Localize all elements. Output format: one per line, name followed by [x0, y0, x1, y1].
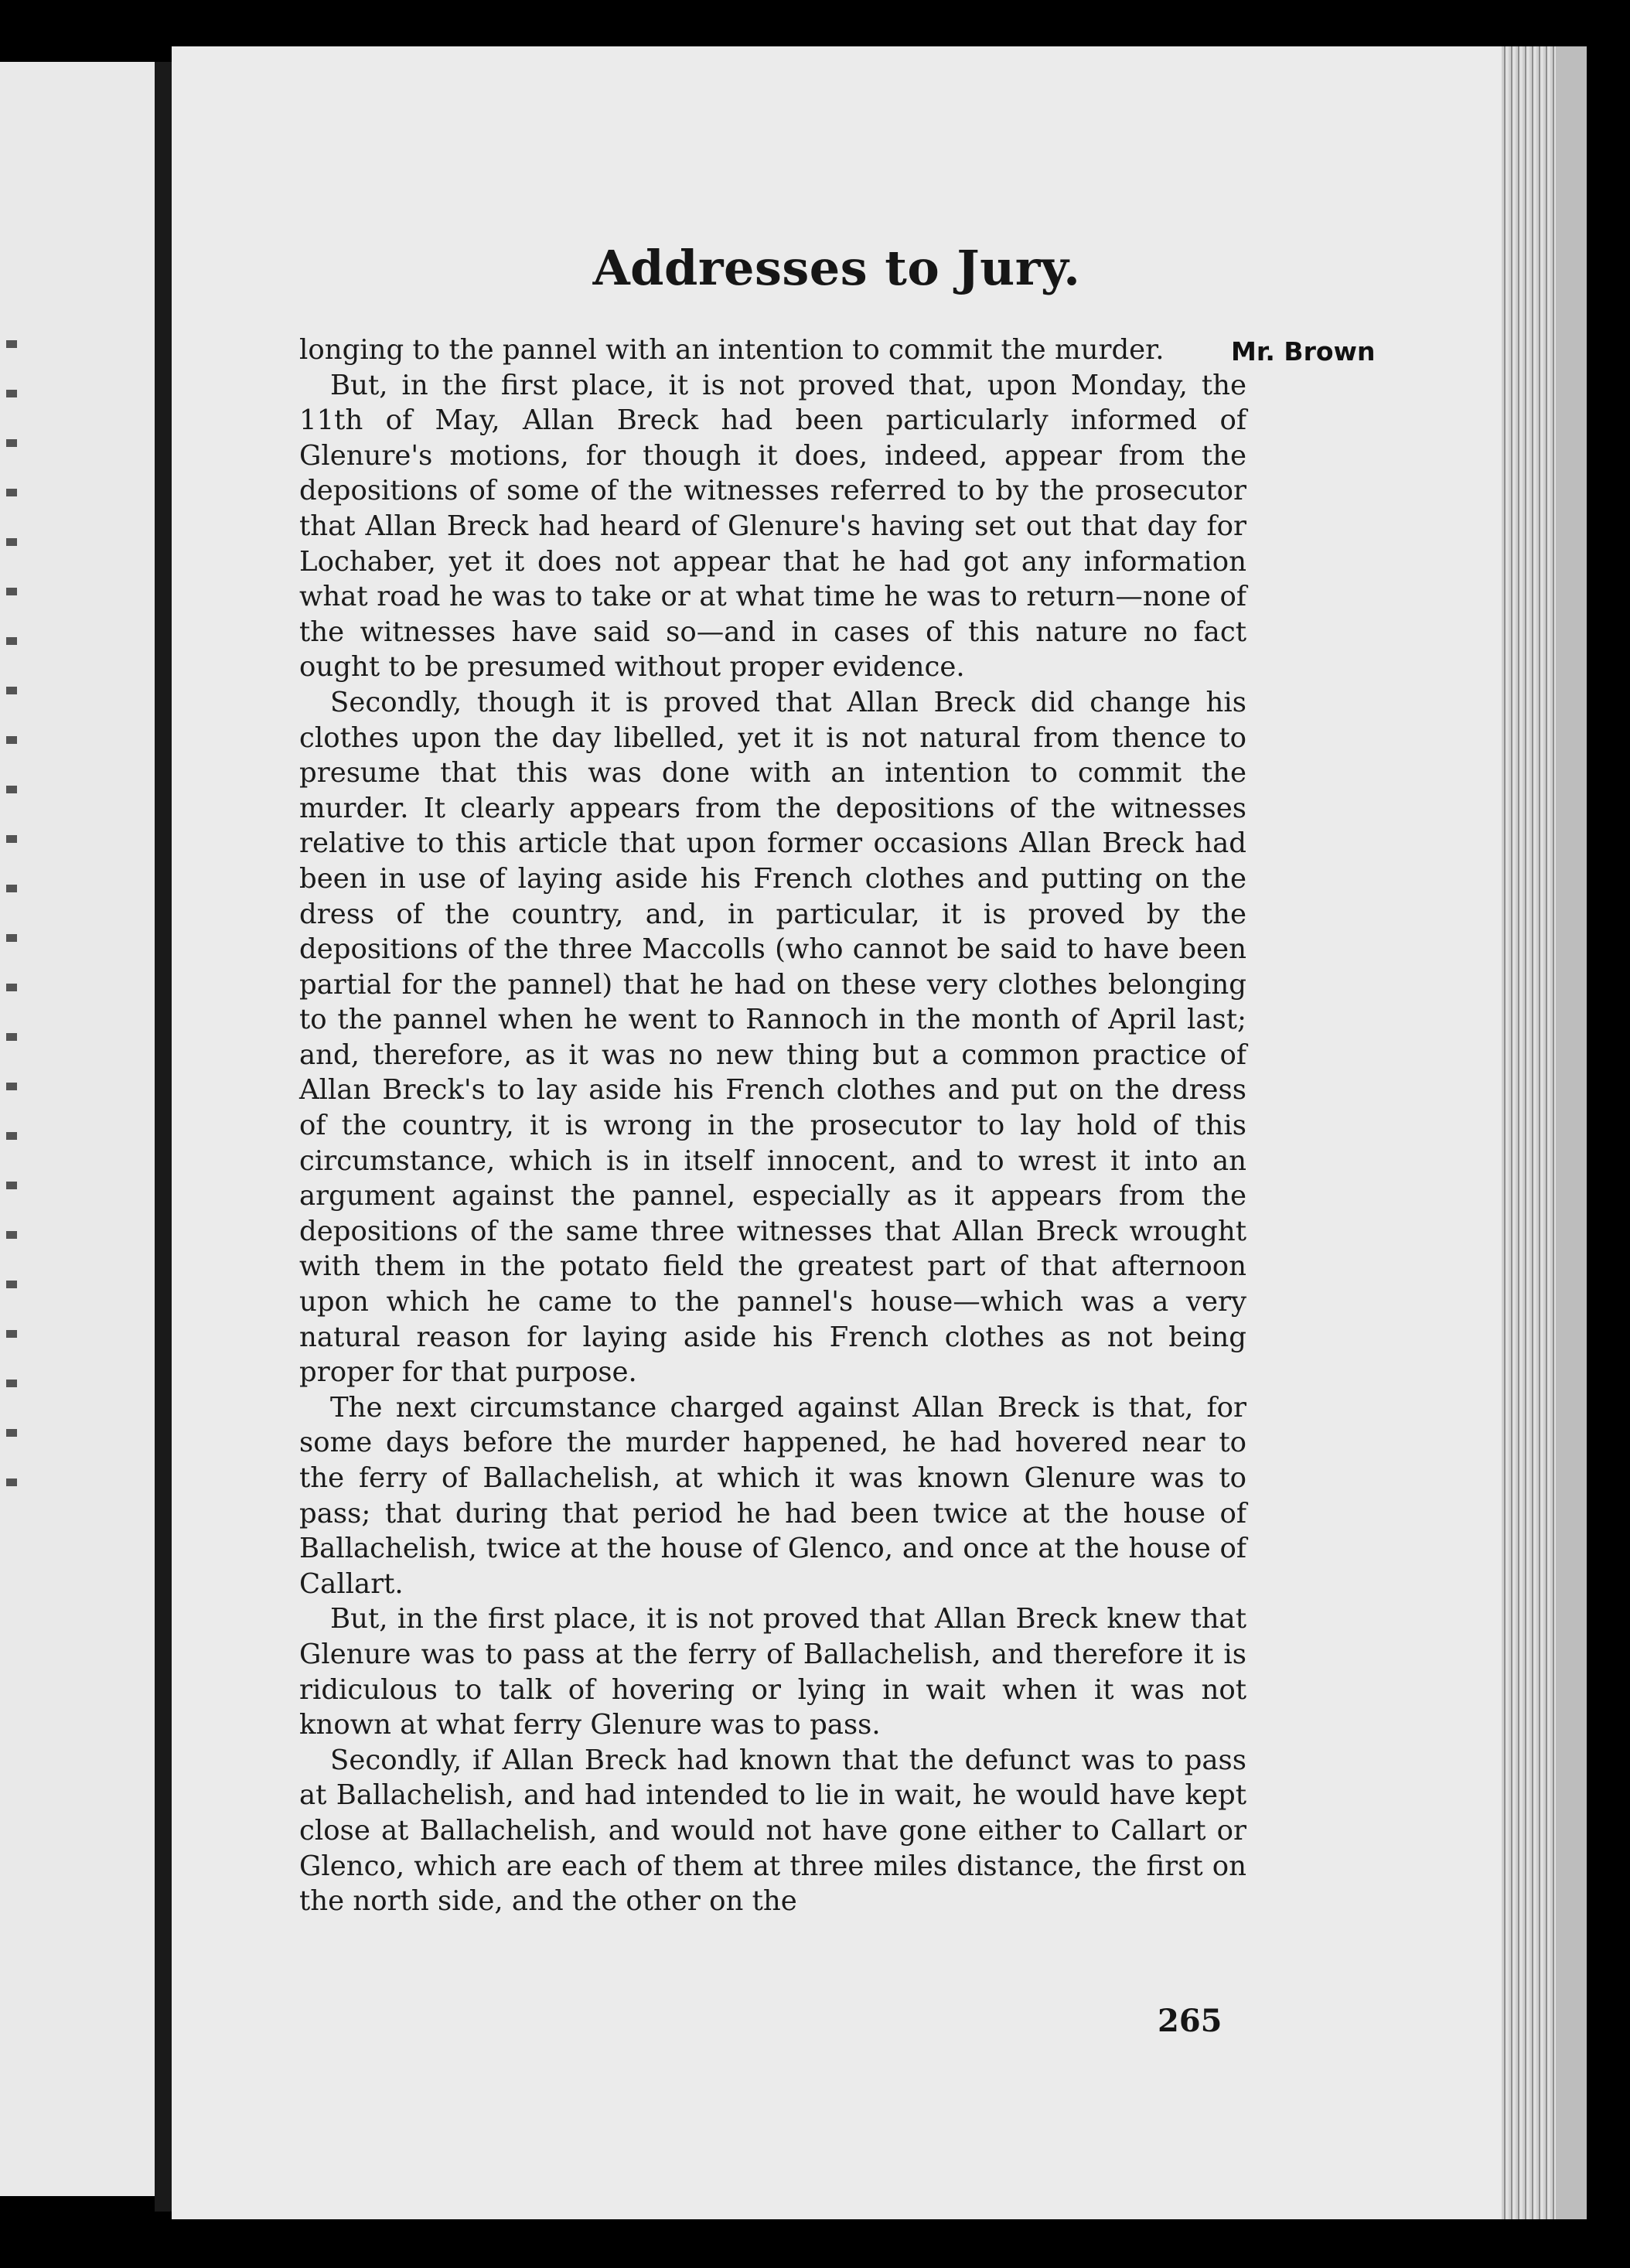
page-stack-edge [1502, 46, 1556, 2219]
margin-note-speaker: Mr. Brown [1231, 336, 1376, 367]
book-page [172, 46, 1502, 2219]
page-number: 265 [1158, 2003, 1222, 2039]
running-head: Addresses to Jury. [592, 240, 1081, 296]
book-gutter [155, 62, 172, 2212]
facing-page-text-remnants [6, 340, 17, 1500]
paragraph: But, in the first place, it is not proved that Allan Breck knew that Glenure was to pass at the ferry of Ballachelish, and therefore it is ridiculous to talk of hovering or lying in wait when it was not known at what ferry Glenure was to pass. [299, 1603, 1246, 1741]
paragraph-continued: longing to the pannel with an intention to commit the murder. [299, 334, 1165, 366]
facing-page-edge [0, 62, 155, 2196]
paragraph: Secondly, if Allan Breck had known that the defunct was to pass at Ballachelish, and had intended to lie in wait, he would have kept close at Ballachelish, and would not have gone either to Callart or Glenco, which are each of them at three miles distance, the first on the north side, and the other on the [299, 1744, 1246, 1918]
paragraph: But, in the first place, it is not proved that, upon Monday, the 11th of May, Allan Breck had been particularly informed of Glenure's motions, for though it does, indeed, appear from the depositions of some of the witnesses referred to by the prosecutor that Allan Breck had heard of Glenure's having set out that day for Lochaber, yet it does not appear that he had got any information what road he was to take or at what time he was to return—none of the witnesses have said so—and in cases of this nature no fact ought to be presumed without proper evidence. [299, 369, 1246, 684]
paragraph: The next circumstance charged against Allan Breck is that, for some days before the murder happened, he had hovered near to the ferry of Ballachelish, at which it was known Glenure was to pass; that during that period he had been twice at the house of Ballachelish, twice at the house of Glenco, and once at the house of Callart. [299, 1391, 1246, 1600]
body-text [299, 333, 1246, 1919]
paragraph: Secondly, though it is proved that Allan Breck did change his clothes upon the day libelled, yet it is not natural from thence to presume that this was done with an intention to commit the murder. It clearly appears from the depositions of the witnesses relative to this article that upon former occasions Allan Breck had been in use of laying aside his French clothes and putting on the dress of the country, and, in particular, it is proved by the depositions of the three Maccolls (who cannot be said to have been partial for the pannel) that he had on these very clothes belonging to the pannel when he went to Rannoch in the month of April last; and, therefore, as it was no new thing but a common practice of Allan Breck's to lay aside his French clothes and put on the dress of the country, it is wrong in the prosecutor to lay hold of this circumstance, which is in itself innocent, and to wrest it into an argument against the pannel, especially as it appears from the depositions of the same three witnesses that Allan Breck wrought with them in the potato field the greatest part of that afternoon upon which he came to the pannel's house—which was a very natural reason for laying aside his French clothes as not being proper for that purpose. [299, 686, 1246, 1389]
scan-border-strip [1556, 46, 1587, 2219]
